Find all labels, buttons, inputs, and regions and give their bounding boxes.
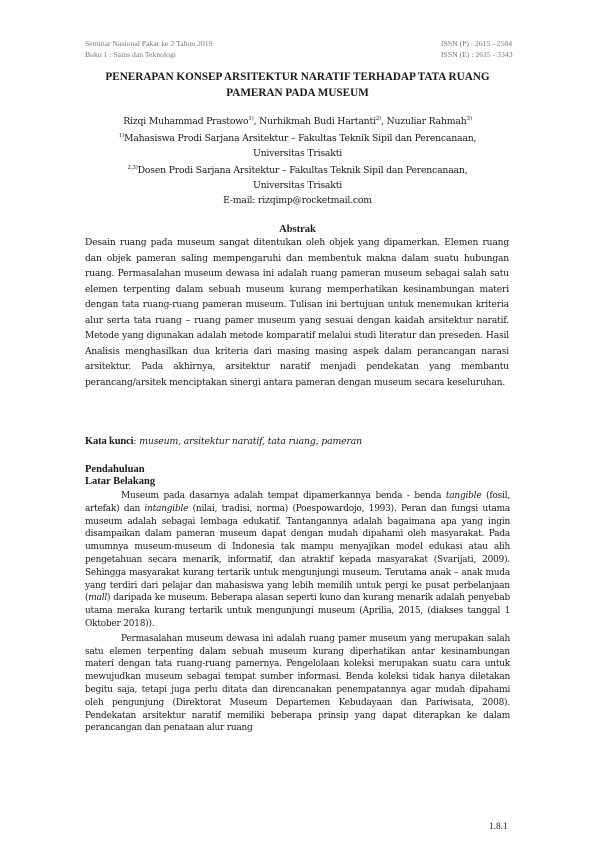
abstract-heading: Abstrak	[279, 224, 316, 235]
affiliation-1-line-2: Universitas Trisakti	[252, 148, 343, 160]
author-1: Rizqi Muhammad Prastowo	[123, 116, 249, 128]
author-block	[85, 112, 510, 208]
affiliation-2-line-1: Dosen Prodi Sarjana Arsitektur – Fakultas Teknik Sipil dan Perencanaan,	[137, 165, 468, 177]
affiliation-1-mark: 1)	[118, 133, 124, 140]
affiliation-2-line-2: Universitas Trisakti	[252, 180, 343, 192]
subsection-heading-latar-belakang: Latar Belakang	[85, 476, 156, 487]
abstract-body: Desain ruang pada museum sangat ditentukan oleh objek yang dipamerkan. Elemen ruang dan objek pameran saling mempengaruhi dan membentuk makna dalam suatu hubungan ruang. Permasalahan museum dewasa ini adalah ruang pameran museum sebagai salah satu elemen terpenting dalam sebuah museum kurang memperhatikan kesinambungan materi dengan tata ruang-ruang pameran museum. Tulisan ini bertujuan untuk menemukan kriteria alur serta tata ruang – ruang pamer museum yang sesuai dengan kaidah arsitektur naratif. Metode yang digunakan adalah metode komparatif melalui studi literatur dan preseden. Hasil Analisis menghasilkan dua kriteria dari masing masing aspek dalam perancangan narasi arsitektur. Pada akhirnya, arsitektur naratif menjadi pendekatan yang membantu perancang/arsitek menciptakan sinergi antara pameran dengan museum secara keseluruhan.	[85, 238, 509, 388]
paragraph-1	[85, 490, 510, 631]
running-header-left	[85, 38, 212, 60]
issn-electronic: ISSN (E) : 2615 - 3343	[441, 50, 513, 59]
author-email: E-mail: rizqimp@rocketmail.com	[223, 195, 372, 207]
title-line-1: PENERAPAN KONSEP ARSITEKTUR NARATIF TERHADAP TATA RUANG	[105, 71, 490, 83]
paragraph-1-text-b: (fosil, artefak) dan	[85, 491, 511, 514]
body-text	[85, 490, 510, 735]
book-section: Buku 1 : Sains dan Teknologi	[85, 50, 176, 59]
affiliation-1-line-1: Mahasiswa Prodi Sarjana Arsitektur – Fakultas Teknik Sipil dan Perencanaan,	[123, 133, 477, 145]
author-names	[85, 112, 510, 129]
conference-name: Seminar Nasional Pakar ke 2 Tahun 2019	[85, 39, 213, 48]
keywords-label: Kata kunci	[85, 436, 134, 447]
term-mall: mall	[88, 593, 108, 604]
paper-title	[85, 69, 510, 101]
keywords	[85, 436, 510, 447]
issn-print: ISSN (P) : 2615 - 2584	[441, 39, 513, 48]
running-header-right	[441, 38, 513, 60]
author-3: , Nuzuliar Rahmah	[381, 116, 467, 128]
term-tangible: tangible	[445, 491, 482, 501]
author-3-mark: 3)	[466, 116, 472, 122]
affiliation-2-mark: 2,3)	[127, 165, 138, 172]
page-number: 1.8.1	[489, 822, 508, 832]
paragraph-1-text-a: Museum pada dasarnya adalah tempat dipamerkannya benda - benda	[121, 491, 446, 501]
term-intangible: intangible	[144, 503, 189, 514]
author-2-mark: 2)	[375, 116, 382, 122]
paragraph-1-text-c: (nilai, tradisi, norma) (Poespowardojo, 1993). Peran dan fungsi utama museum adalah sebagai lembaga edukatif. Tantangannya adalah bagaimana apa yang ingin disampaikan dalam pameran museum dapat dengan mudah dipahami oleh masyarakat. Pada umumnya museum-museum di Indonesia tak mampu menyajikan model edukasi atau alih pengetahuan secara menarik, informatif, dan atraktif kepada masyarakat (Svarijati, 2009). Sehingga masyarakat kurang tertarik untuk mengunjungi museum. Terutama anak – anak muda yang terdiri dari pelajar dan mahasiswa yang lebih memilih untuk pergi ke pusat perbelanjaan (	[85, 503, 510, 604]
section-heading-pendahuluan: Pendahuluan	[85, 464, 145, 475]
author-1-mark: 1)	[248, 116, 254, 122]
author-2: , Nurhikmah Budi Hartanti	[253, 116, 376, 128]
paragraph-1-text-d: ) daripada ke museum. Beberapa alasan seperti kuno dan kurang menarik adalah penyebab utama meraka kurang tertarik untuk mengunjungi museum (Aprilia, 2015, (diakses tanggal 1 Oktober 2018)).	[85, 593, 510, 629]
paragraph-2: Permasalahan museum dewasa ini adalah ruang pamer museum yang merupakan salah satu elemen terpenting dalam sebuah museum kurang diperhatikan antar kesinambungan materi dengan tata ruang-ruang pamernya. Pengelolaan koleksi merupakan suatu cara untuk mewujudkan museum sebagai tempat sumber informasi. Benda koleksi tidak hanya diletakan begitu saja, tetapi juga perlu ditata dan direncanakan penempatannya agar mudah dipahami oleh pengunjung (Direktorat Museum Departemen Kebudayaan dan Pariwisata, 2008). Pendekatan arsitektur naratif memiliki beberapa prinsip yang dapat diterapkan ke dalam perancangan dan penataan alur ruang	[85, 633, 510, 734]
affiliation-1	[85, 129, 510, 146]
affiliation-2	[85, 161, 510, 178]
title-line-2: PAMERAN PADA MUSEUM	[226, 87, 369, 99]
keywords-values: museum, arsitektur naratif, tata ruang, pameran	[139, 436, 363, 447]
keywords-separator: :	[133, 436, 140, 447]
